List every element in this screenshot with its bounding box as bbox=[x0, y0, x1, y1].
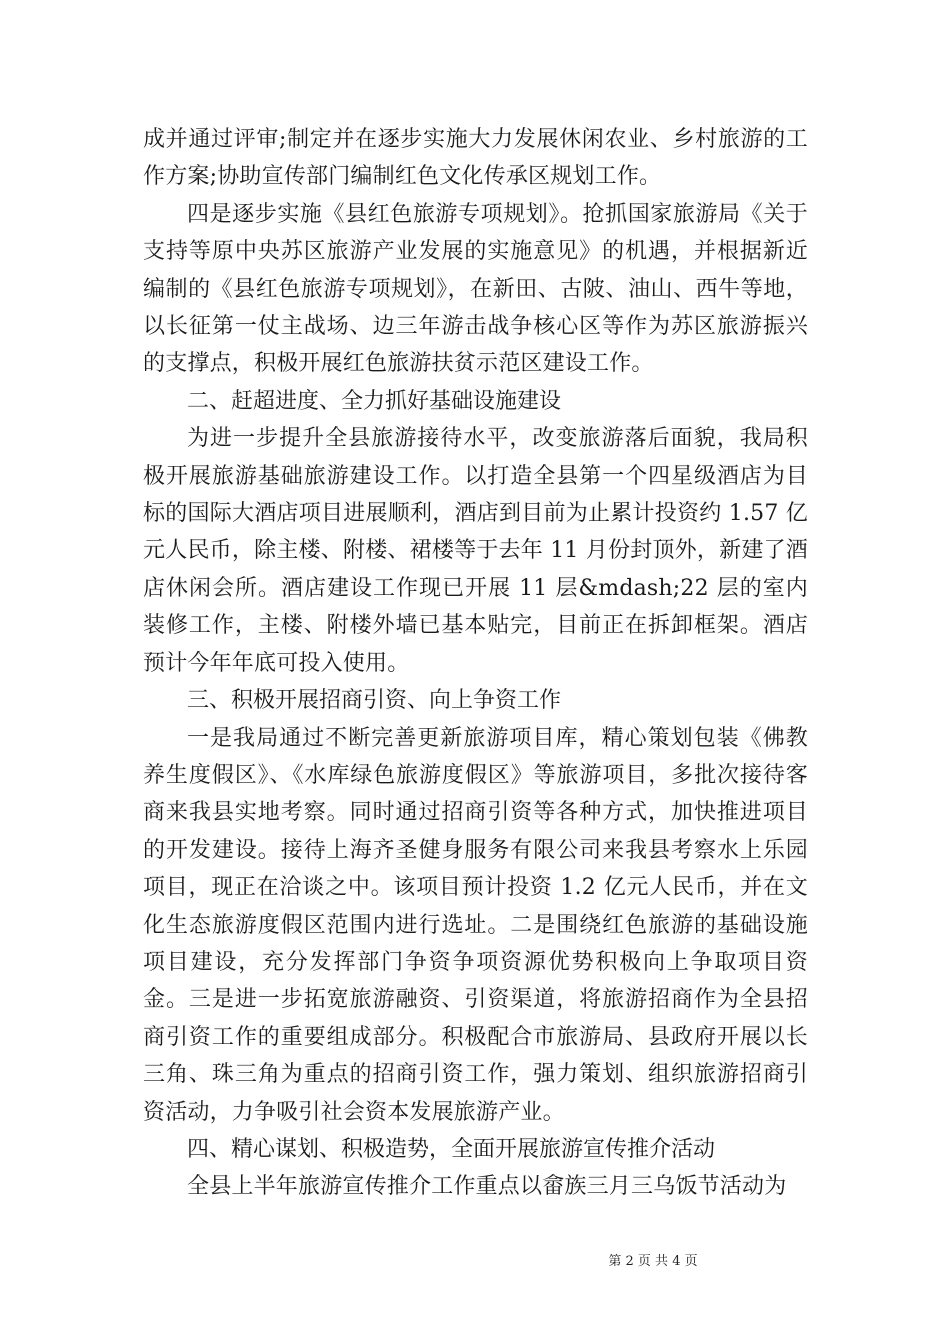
page-number-footer: 第 2 页 共 4 页 bbox=[608, 1254, 698, 1269]
paragraph-promotion-start: 全县上半年旅游宣传推介工作重点以畲族三月三乌饭节活动为 bbox=[187, 1174, 787, 1200]
paragraph-investment-details: 一是我局通过不断完善更新旅游项目库，精心策划包装《佛教养生度假区》、《水库绿色旅游度假区》等旅游项目，多批次接待客商来我县实地考察。同时通过招商引资等各种方式，加快推进项目的开发建设。接待上海齐圣健身服务有限公司来我县考察水上乐园项目，现正在洽谈之中。该项目预计投资 1.2 亿元人民币，并在文化生态旅游度假区范围内进行选址。二是围绕红色旅游的基础设施项目建设，充分发挥部门争资争项资源优势积极向上争取项目资金。三是进一步拓宽旅游融资、引资渠道，将旅游招商作为全县招商引资工作的重要组成部分。积极配合市旅游局、县政府开展以长三角、珠三角为重点的招商引资工作，强力策划、组织旅游招商引资活动，力争吸引社会资本发展旅游产业。 bbox=[143, 725, 808, 1125]
section-heading-infrastructure: 二、赶超进度、全力抓好基础设施建设 bbox=[187, 388, 562, 414]
section-heading-investment: 三、积极开展招商引资、向上争资工作 bbox=[187, 688, 562, 714]
section-heading-promotion: 四、精心谋划、积极造势，全面开展旅游宣传推介活动 bbox=[187, 1136, 716, 1162]
paragraph-continued: 成并通过评审;制定并在逐步实施大力发展休闲农业、乡村旅游的工作方案;协助宣传部门编制红色文化传承区规划工作。 bbox=[143, 127, 808, 190]
paragraph-hotel-construction: 为进一步提升全县旅游接待水平，改变旅游落后面貌，我局积极开展旅游基础旅游建设工作。以打造全县第一个四星级酒店为目标的国际大酒店项目进展顺利，酒店到目前为止累计投资约 1.57 亿元人民币，除主楼、附楼、裙楼等于去年 11 月份封顶外，新建了酒店休闲会所。酒店建设工作现已开展 11 层&mdash;22 层的室内装修工作，主楼、附楼外墙已基本贴完，目前正在拆卸框架。酒店预计今年年底可投入使用。 bbox=[143, 426, 808, 676]
document-body bbox=[143, 121, 808, 1206]
paragraph-red-tourism-plan: 四是逐步实施《县红色旅游专项规划》。抢抓国家旅游局《关于支持等原中央苏区旅游产业发展的实施意见》的机遇，并根据新近编制的《县红色旅游专项规划》，在新田、古陂、油山、西牛等地，以长征第一仗主战场、边三年游击战争核心区等作为苏区旅游振兴的支撑点，积极开展红色旅游扶贫示范区建设工作。 bbox=[143, 201, 808, 377]
